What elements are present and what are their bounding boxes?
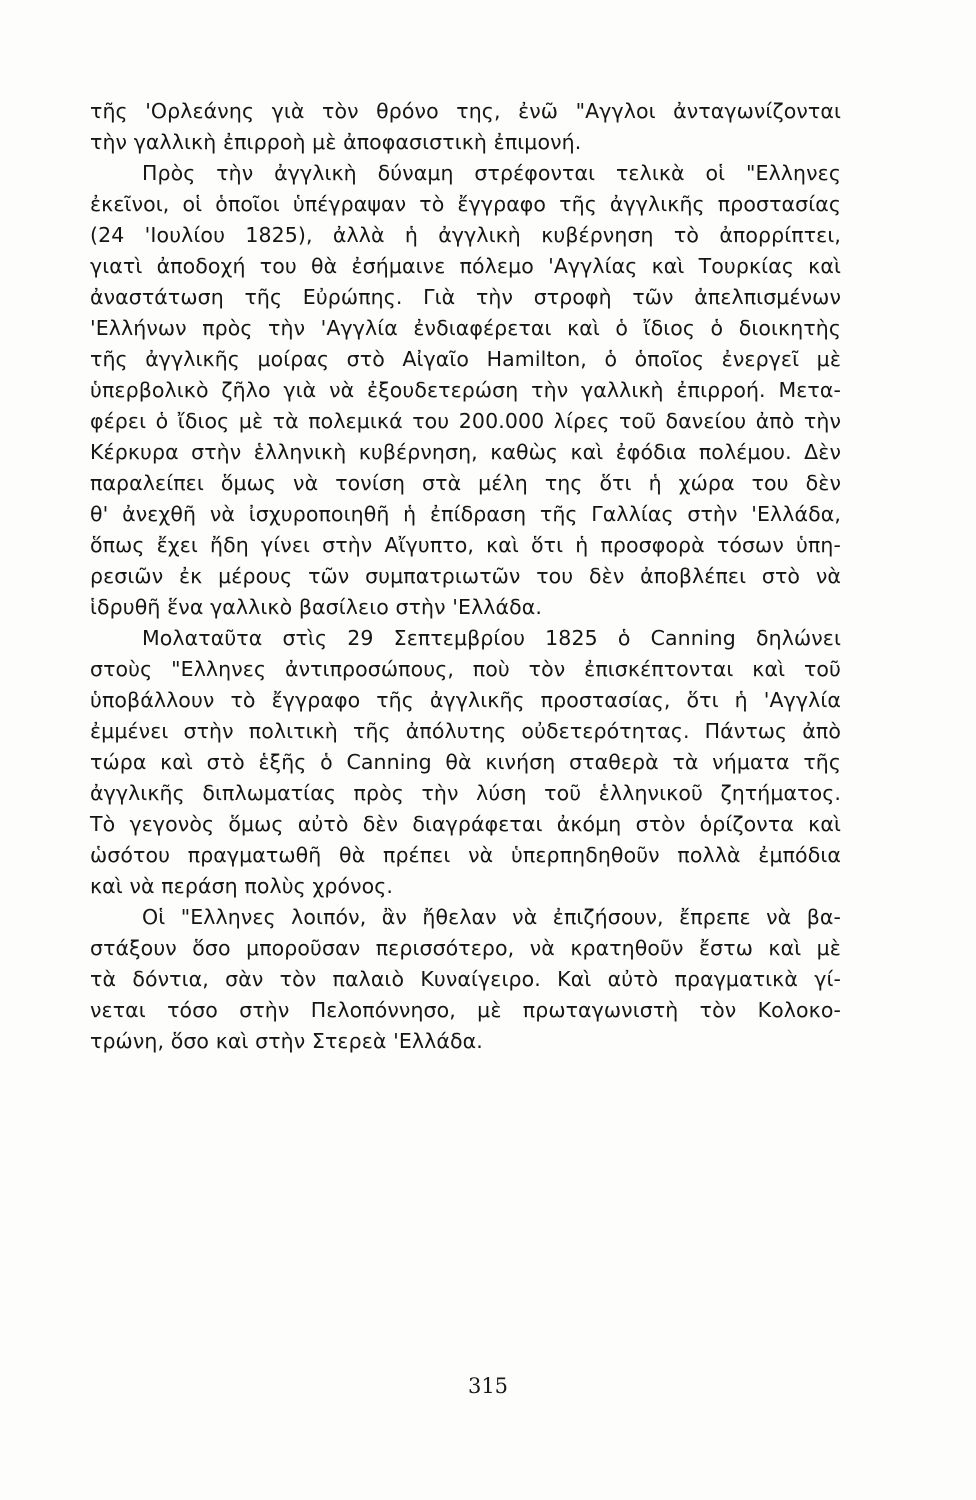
text-line: ἀγγλικῆς διπλωματίας πρὸς τὴν λύση τοῦ ἑλληνικοῦ ζητήματος. xyxy=(90,781,841,805)
text-line: τὴν γαλλικὴ ἐπιρροὴ μὲ ἀποφασιστικὴ ἐπιμονή. xyxy=(90,130,582,154)
text-line: γιατὶ ἀποδοχή του θὰ ἐσήμαινε πόλεμο 'Αγγλίας καὶ Τουρκίας καὶ xyxy=(90,254,841,278)
text-line: Πρὸς τὴν ἀγγλικὴ δύναμη στρέφονται τελικὰ οἱ "Ελληνες xyxy=(142,161,841,185)
text-line: Μολαταῦτα στὶς 29 Σεπτεμβρίου 1825 ὁ Canning δηλώνει xyxy=(142,626,841,650)
text-line: ὅπως ἔχει ἤδη γίνει στὴν Αἴγυπτο, καὶ ὅτι ἡ προσφορὰ τόσων ὑπη- xyxy=(90,533,841,557)
text-line: τώρα καὶ στὸ ἑξῆς ὁ Canning θὰ κινήση σταθερὰ τὰ νήματα τῆς xyxy=(90,750,841,774)
text-line: καὶ νὰ περάση πολὺς χρόνος. xyxy=(90,874,394,898)
text-line: θ' ἀνεχθῆ νὰ ἰσχυροποιηθῆ ἡ ἐπίδραση τῆς Γαλλίας στὴν 'Ελλάδα, xyxy=(90,502,841,526)
text-line: ὡσότου πραγματωθῆ θὰ πρέπει νὰ ὑπερπηδηθοῦν πολλὰ ἐμπόδια xyxy=(90,843,841,867)
text-line: ὑπερβολικὸ ζῆλο γιὰ νὰ ἐξουδετερώση τὴν γαλλικὴ ἐπιρροή. Μετα- xyxy=(90,378,841,402)
text-line: Οἱ "Ελληνες λοιπόν, ἂν ἤθελαν νὰ ἐπιζήσουν, ἔπρεπε νὰ βα- xyxy=(142,905,841,929)
page-number: 315 xyxy=(467,1374,509,1398)
text-line: ὑποβάλλουν τὸ ἔγγραφο τῆς ἀγγλικῆς προστασίας, ὅτι ἡ 'Αγγλία xyxy=(90,688,841,712)
text-line: 'Ελλήνων πρὸς τὴν 'Αγγλία ἐνδιαφέρεται καὶ ὁ ἴδιος ὁ διοικητὴς xyxy=(90,316,841,340)
text-line: (24 'Ιουλίου 1825), ἀλλὰ ἡ ἀγγλικὴ κυβέρνηση τὸ ἀπορρίπτει, xyxy=(90,223,841,247)
text-line: ἱδρυθῆ ἕνα γαλλικὸ βασίλειο στὴν 'Ελλάδα. xyxy=(90,595,543,619)
body-text xyxy=(90,96,841,1057)
text-line: τῆς 'Ορλεάνης γιὰ τὸν θρόνο της, ἐνῶ "Αγγλοι ἀνταγωνίζονται xyxy=(90,99,841,123)
text-line: ἐμμένει στὴν πολιτικὴ τῆς ἀπόλυτης οὐδετερότητας. Πάντως ἀπὸ xyxy=(90,719,841,743)
text-line: ἐκεῖνοι, οἱ ὁποῖοι ὑπέγραψαν τὸ ἔγγραφο τῆς ἀγγλικῆς προστασίας xyxy=(90,192,841,216)
text-line: φέρει ὁ ἴδιος μὲ τὰ πολεμικά του 200.000 λίρες τοῦ δανείου ἀπὸ τὴν xyxy=(90,409,841,433)
text-line: νεται τόσο στὴν Πελοπόννησο, μὲ πρωταγωνιστὴ τὸν Κολοκο- xyxy=(90,998,841,1022)
text-line: τὰ δόντια, σὰν τὸν παλαιὸ Κυναίγειρο. Καὶ αὐτὸ πραγματικὰ γί- xyxy=(90,967,841,991)
text-line: στάξουν ὅσο μποροῦσαν περισσότερο, νὰ κρατηθοῦν ἔστω καὶ μὲ xyxy=(90,936,841,960)
text-line: τρώνη, ὅσο καὶ στὴν Στερεὰ 'Ελλάδα. xyxy=(90,1029,483,1053)
text-line: Κέρκυρα στὴν ἑλληνικὴ κυβέρνηση, καθὼς καὶ ἐφόδια πολέμου. Δὲν xyxy=(90,440,841,464)
text-line: ἀναστάτωση τῆς Εὐρώπης. Γιὰ τὴν στροφὴ τῶν ἀπελπισμένων xyxy=(90,285,841,309)
text-line: ρεσιῶν ἐκ μέρους τῶν συμπατριωτῶν του δὲν ἀποβλέπει στὸ νὰ xyxy=(90,564,841,588)
text-line: παραλείπει ὅμως νὰ τονίση στὰ μέλη της ὅτι ἡ χώρα του δὲν xyxy=(90,471,841,495)
text-line: Τὸ γεγονὸς ὅμως αὐτὸ δὲν διαγράφεται ἀκόμη στὸν ὁρίζοντα καὶ xyxy=(90,812,841,836)
text-line: τῆς ἀγγλικῆς μοίρας στὸ Αἰγαῖο Hamilton, ὁ ὁποῖος ἐνεργεῖ μὲ xyxy=(90,347,841,371)
text-line: στοὺς "Ελληνες ἀντιπροσώπους, ποὺ τὸν ἐπισκέπτονται καὶ τοῦ xyxy=(90,657,841,681)
